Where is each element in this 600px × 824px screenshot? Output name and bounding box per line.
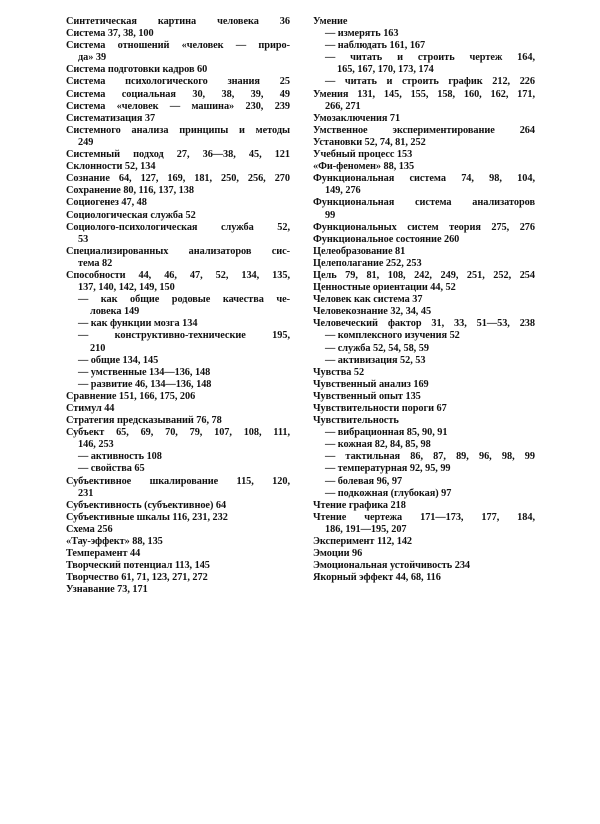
index-entry: — тактильная 86, 87, 89, 96, 98, 99 (325, 451, 535, 463)
index-entry: Творчество 61, 71, 123, 271, 272 (66, 572, 208, 584)
index-entry: Эмоции 96 (313, 548, 363, 560)
index-column-left (66, 16, 290, 597)
index-entry: — активизация 52, 53 (325, 354, 426, 366)
index-entry: 210 (90, 342, 106, 354)
index-entry: — конструктивно-технические 195, (78, 330, 290, 342)
index-entry: Система подготовки кадров 60 (66, 64, 208, 76)
index-entry: Сохранение 80, 116, 137, 138 (66, 185, 194, 197)
index-entry: Чувствительность (313, 415, 399, 427)
index-entry: Склонности 52, 134 (66, 161, 156, 173)
index-entry: Целеобразование 81 (313, 245, 406, 257)
index-entry: — болевая 96, 97 (325, 475, 403, 487)
index-entry: — развитие 46, 134—136, 148 (78, 378, 212, 390)
index-entry: Умственное экспериментирование 264 (313, 124, 535, 136)
index-entry: Стимул 44 (66, 403, 115, 414)
index-entry: «Фи-феномен» 88, 135 (313, 161, 415, 173)
index-entry: ловека 149 (90, 306, 140, 318)
index-entry: Умения 131, 145, 155, 158, 160, 162, 171, (313, 88, 535, 100)
index-entry: Социологическая служба 52 (66, 209, 196, 221)
index-entry: — температурная 92, 95, 99 (325, 463, 451, 475)
index-entry: Социогенез 47, 48 (66, 197, 147, 209)
index-entry: — как общие родовые качества че- (78, 294, 290, 306)
index-entry: Чувственный анализ 169 (313, 378, 429, 390)
index-entry: да» 39 (78, 52, 107, 64)
index-entry: — подкожная (глубокая) 97 (325, 487, 452, 499)
index-entry: Способности 44, 46, 47, 52, 134, 135, (66, 269, 290, 281)
index-entry: 249 (78, 136, 94, 148)
index-entry: Человекознание 32, 34, 45 (313, 306, 432, 318)
index-entry: 53 (78, 233, 89, 245)
index-entry: 149, 276 (325, 185, 361, 197)
index-entry: — наблюдать 161, 167 (325, 40, 426, 52)
index-entry: тема 82 (78, 257, 113, 269)
index-entry: 186, 191—195, 207 (325, 523, 407, 535)
index-entry: Эмоциональная устойчивость 234 (313, 560, 471, 572)
index-entry: Умозаключения 71 (313, 112, 401, 124)
index-entry: «Тау-эффект» 88, 135 (66, 536, 163, 548)
index-entry: Учебный процесс 153 (313, 149, 413, 161)
index-entry: Функциональная система анализаторов (313, 197, 535, 209)
index-entry: Человеческий фактор 31, 33, 51—53, 238 (313, 318, 535, 330)
index-entry: Функциональных систем теория 275, 276 (313, 221, 535, 233)
index-entry: — кожная 82, 84, 85, 98 (325, 439, 431, 451)
index-entry: Установки 52, 74, 81, 252 (313, 136, 426, 148)
index-entry: Сознание 64, 127, 169, 181, 250, 256, 270 (66, 173, 290, 185)
index-entry: — свойства 65 (78, 463, 145, 475)
index-entry: Творческий потенциал 113, 145 (66, 560, 210, 572)
index-entry: — вибрационная 85, 90, 91 (325, 427, 448, 439)
index-entry: Чувственный опыт 135 (313, 390, 421, 402)
index-entry: Система «человек — машина» 230, 239 (66, 100, 290, 112)
index-entry: Человек как система 37 (313, 294, 423, 306)
index-entry: 99 (325, 209, 336, 221)
index-entry: Субъективное шкалирование 115, 120, (66, 475, 290, 487)
index-entry: Систематизация 37 (66, 112, 156, 124)
index-entry: Цель 79, 81, 108, 242, 249, 251, 252, 254 (313, 269, 535, 281)
index-entry: 165, 167, 170, 173, 174 (337, 64, 434, 76)
index-entry: Система социальная 30, 38, 39, 49 (66, 88, 290, 100)
index-entry: — измерять 163 (325, 28, 399, 40)
index-entry: Стратегия предсказываний 76, 78 (66, 415, 222, 427)
index-entry: 266, 271 (325, 100, 361, 112)
index-entry: 231 (78, 487, 94, 499)
index-entry: — как функции мозга 134 (78, 318, 198, 330)
index-entry: — комплексного изучения 52 (325, 330, 460, 342)
index-entry: Система 37, 38, 100 (66, 28, 154, 40)
index-entry: Чувства 52 (313, 366, 365, 378)
index-entry: 146, 253 (78, 439, 114, 451)
index-entry: Субъективность (субъективное) 64 (66, 499, 227, 511)
index-entry: — служба 52, 54, 58, 59 (325, 342, 429, 354)
index-entry: Система психологического знания 25 (66, 76, 290, 88)
index-entry: Система отношений «человек — приро- (66, 40, 290, 52)
index-entry: Темперамент 44 (66, 548, 141, 560)
index-entry: — активность 108 (78, 451, 162, 463)
index-entry: 137, 140, 142, 149, 150 (78, 282, 175, 294)
index-entry: Якорный эффект 44, 68, 116 (313, 572, 441, 584)
index-entry: Сравнение 151, 166, 175, 206 (66, 390, 196, 402)
index-entry: Узнавание 73, 171 (66, 584, 148, 596)
index-entry: Эксперимент 112, 142 (313, 536, 413, 548)
index-entry: Субъект 65, 69, 70, 79, 107, 108, 111, (66, 427, 290, 439)
index-entry: Умение (313, 16, 348, 27)
index-entry: Функциональное состояние 260 (313, 233, 460, 245)
index-entry: Целеполагание 252, 253 (313, 257, 422, 269)
index-entry: Функциональная система 74, 98, 104, (313, 173, 535, 185)
index-entry: — читать и строить чертеж 164, (325, 52, 535, 64)
index-entry: Чувствительности пороги 67 (313, 403, 447, 414)
index-entry: Ценностные ориентации 44, 52 (313, 282, 456, 294)
index-column-right (313, 16, 535, 584)
index-entry: Специализированных анализаторов сис- (66, 245, 290, 257)
index-entry: Синтетическая картина человека 36 (66, 16, 290, 27)
index-entry: Субъективные шкалы 116, 231, 232 (66, 511, 228, 523)
index-entry: — читать и строить график 212, 226 (325, 76, 535, 88)
index-entry: — умственные 134—136, 148 (78, 366, 211, 378)
index-entry: Схема 256 (66, 523, 113, 535)
index-entry: Социолого-психологическая служба 52, (66, 221, 290, 233)
index-entry: Чтение чертежа 171—173, 177, 184, (313, 511, 535, 523)
index-entry: Чтение графика 218 (313, 499, 406, 511)
index-entry: Системный подход 27, 36—38, 45, 121 (66, 149, 290, 161)
index-entry: — общие 134, 145 (78, 354, 159, 366)
index-entry: Системного анализа принципы и методы (66, 124, 290, 136)
